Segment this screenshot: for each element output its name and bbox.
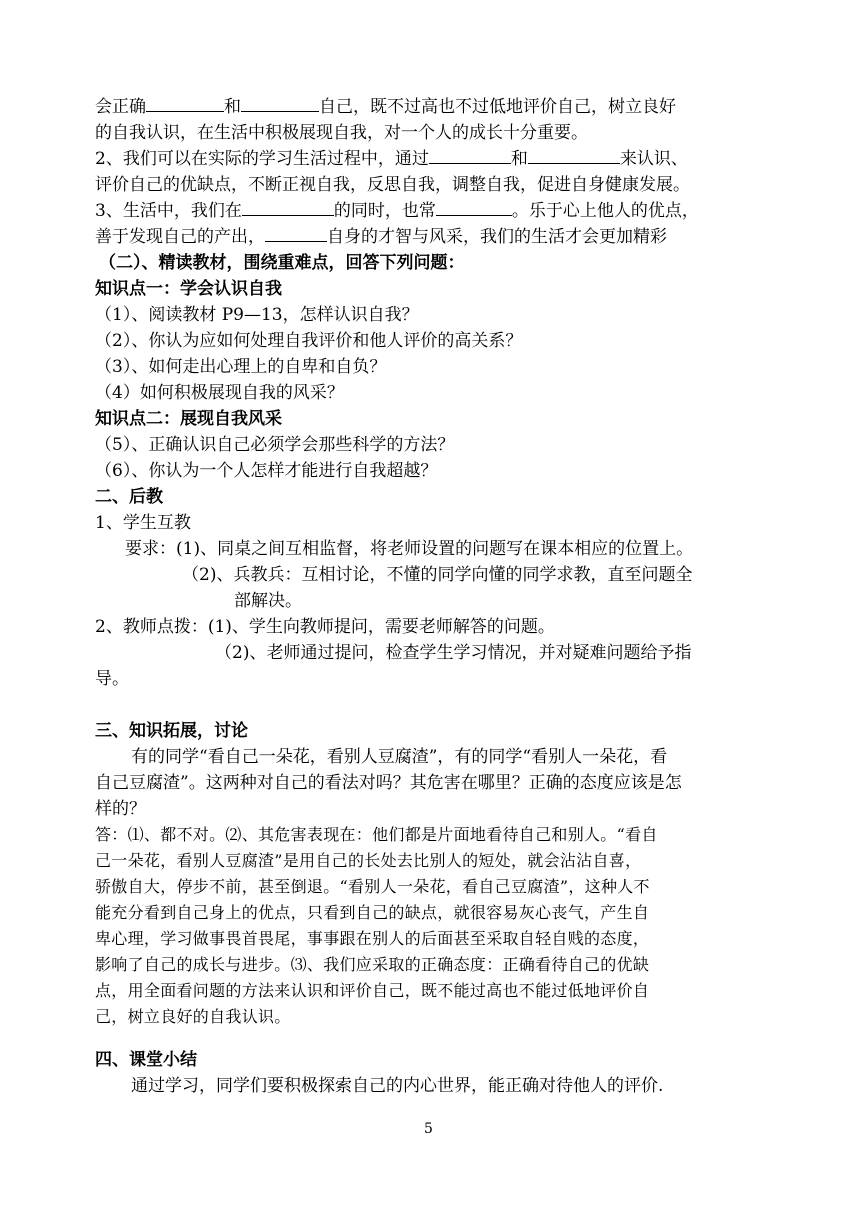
question: （5）、正确认识自己必须学会那些科学的方法？	[95, 435, 455, 455]
text: 和	[510, 149, 528, 169]
answer-line: 卑心理，学习做事畏首畏尾，事事跟在别人的后面甚至采取自轻自贱的态度，	[95, 929, 650, 948]
requirement-line: （2)、兵教兵：互相讨论，不懂的同学向懂的同学求教，直至问题全	[182, 565, 693, 585]
text: 自己，既不过高也不过低地评价自己，树立良好	[319, 97, 676, 117]
question: （4）如何积极展现自我的风采？	[95, 383, 344, 403]
page-number: 5	[424, 1121, 433, 1137]
paragraph-line: 自己豆腐渣”。这两种对自己的看法对吗？其危害在哪里？正确的态度应该是怎	[95, 773, 682, 793]
question: （6）、你认为一个人怎样才能进行自我超越？	[95, 461, 438, 481]
answer-blank[interactable]	[242, 199, 334, 216]
question: （2）、你认为应如何处理自我评价和他人评价的高关系？	[95, 331, 523, 351]
text: 善于发现自己的产出，	[95, 227, 265, 247]
answer-blank[interactable]	[436, 199, 512, 216]
text: 和	[224, 97, 241, 117]
section-heading: 三、知识拓展，讨论	[95, 721, 248, 741]
answer-line: 能充分看到自己身上的优点，只看到自己的缺点，就很容易灰心丧气，产生自	[95, 903, 650, 922]
text: 会正确	[95, 97, 146, 117]
requirement-line: 部解决。	[234, 591, 302, 611]
paragraph-line: 样的？	[95, 799, 146, 819]
list-item: 2、教师点拨：(1)、学生向教师提问，需要老师解答的问题。	[95, 617, 555, 637]
section-heading: 四、课堂小结	[95, 1050, 197, 1070]
answer-blank[interactable]	[265, 225, 327, 242]
list-item: 1、学生互教	[95, 513, 191, 533]
answer-blank[interactable]	[528, 147, 620, 164]
section-heading: （二）、精读教材，围绕重难点，回答下列问题：	[99, 253, 465, 273]
section-heading: 二、后教	[95, 487, 163, 507]
paragraph-line: 有的同学“看自己一朵花，看别人豆腐渣”，有的同学“看别人一朵花，看	[131, 747, 668, 767]
answer-line: 点，用全面看问题的方法来认识和评价自己，既不能过高也不能过低地评价自	[95, 981, 650, 1000]
fill-line-6	[95, 225, 667, 249]
answer-blank[interactable]	[146, 95, 224, 112]
fill-line-2: 的自我认识，在生活中积极展现自我，对一个人的成长十分重要。	[95, 123, 588, 143]
fill-line-4: 评价自己的优缺点，不断正视自我，反思自我，调整自我，促进自身健康发展。	[95, 175, 690, 195]
text: 自身的才智与风采，我们的生活才会更加精彩	[327, 227, 667, 247]
answer-blank[interactable]	[429, 147, 511, 164]
answer-line: 己一朵花，看别人豆腐渣”是用自己的长处去比别人的短处，就会沾沾自喜，	[95, 851, 642, 870]
fill-line-3	[95, 147, 688, 171]
knowledge-point-heading: 知识点一：学会认识自我	[95, 279, 282, 299]
paragraph-line: 通过学习，同学们要积极探索自己的内心世界，能正确对待他人的评价.	[131, 1076, 664, 1096]
answer-line: 己，树立良好的自我认识。	[95, 1007, 291, 1026]
question: （3）、如何走出心理上的自卑和自负？	[95, 357, 387, 377]
list-item-continued: 导。	[95, 669, 129, 689]
text: 3、生活中，我们在	[95, 201, 242, 221]
text: 来认识、	[619, 149, 688, 169]
answer-line: 骄傲自大，停步不前，甚至倒退。“看别人一朵花，看自己豆腐渣”，这种人不	[95, 877, 650, 896]
answer-line: 答：⑴、都不对。⑵、其危害表现在：他们都是片面地看待自己和别人。“看自	[95, 825, 658, 844]
list-item-continued: （2)、老师通过提问，检查学生学习情况，并对疑难问题给予指	[215, 643, 692, 663]
answer-line: 影响了自己的成长与进步。⑶、我们应采取的正确态度：正确看待自己的优缺	[95, 955, 650, 974]
text: 2、我们可以在实际的学习生活过程中，通过	[95, 149, 429, 169]
knowledge-point-heading: 知识点二：展现自我风采	[95, 409, 282, 429]
text: 的同时，也常	[333, 201, 436, 221]
answer-blank[interactable]	[241, 95, 319, 112]
fill-line-1	[95, 95, 676, 119]
question: （1）、阅读教材 P9—13，怎样认识自我？	[95, 305, 419, 325]
requirement-line: 要求：(1)、同桌之间互相监督，将老师设置的问题写在课本相应的位置上。	[125, 539, 694, 559]
fill-line-5	[95, 199, 699, 223]
text: 。乐于心上他人的优点，	[511, 201, 699, 221]
